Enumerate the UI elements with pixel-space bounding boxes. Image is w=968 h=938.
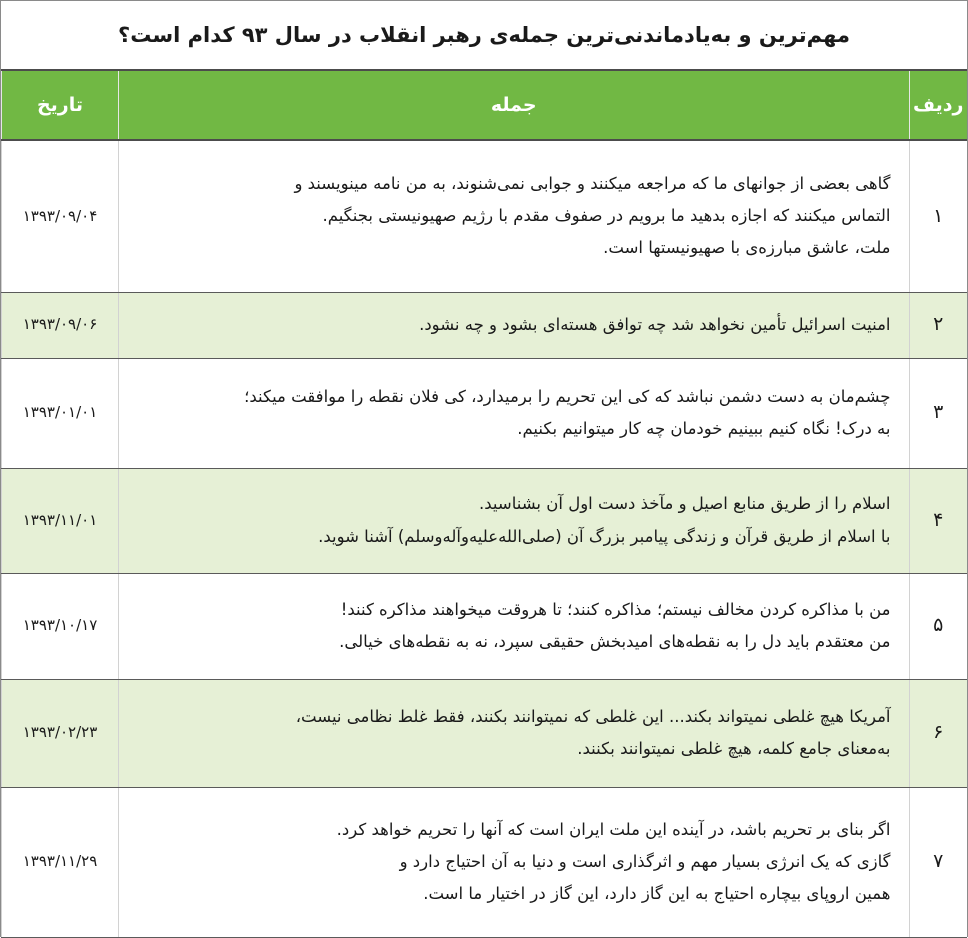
quote-line: من معتقدم باید دل را به نقطه‌های امیدبخش حقیقی سپرد، نه به نقطه‌های خیالی.: [339, 632, 891, 651]
quote-line: آمریکا هیچ غلطی نمیتواند بکند... این غلطی که نمیتوانند بکنند، فقط غلط نظامی نیست،: [295, 706, 891, 726]
quote-line: اگر بنای بر تحریم باشد، در آینده این ملت ایران است که آنها را تحریم خواهد کرد.: [336, 819, 891, 839]
quote-line: ملت، عاشق مبارزه‌ی با صهیونیستها است.: [603, 238, 891, 258]
quote-line: به درک! نگاه کنیم ببینیم خودمان چه کار میتوانیم بکنیم.: [517, 419, 891, 438]
header-date: تاریخ: [2, 71, 119, 140]
table-row: [2, 358, 968, 468]
table-row: [2, 787, 968, 937]
quotes-table: [1, 71, 967, 938]
date-cell: ۱۳۹۳/۰۲/۲۳: [2, 679, 119, 787]
quote-line: اسلام را از طریق منابع اصیل و مآخذ دست اول آن بشناسید.: [479, 494, 891, 514]
date-cell: ۱۳۹۳/۰۱/۰۱: [2, 358, 119, 468]
table-row: [2, 468, 968, 573]
table-row: [2, 679, 968, 787]
page-title: مهم‌ترین و به‌یادماندنی‌ترین جمله‌ی رهبر انقلاب در سال ۹۳ کدام است؟: [1, 1, 967, 71]
quote-line: گاهی بعضی از جوانهای ما که مراجعه میکنند و جوابی نمی‌شنوند، به من نامه مینویسند و: [294, 173, 891, 193]
quote-cell: [119, 292, 910, 358]
quote-line: همین اروپای بیچاره احتیاج به این گاز دارد، این گاز در اختیار ما است.: [423, 884, 891, 904]
header-sentence: جمله: [119, 71, 910, 140]
date-cell: ۱۳۹۳/۱۱/۲۹: [2, 787, 119, 937]
quote-line: چشم‌مان به دست دشمن نباشد که کی این تحریم را برمیدارد، کی فلان نقطه را موافقت میکند؛: [244, 386, 891, 406]
row-number: ۴: [909, 468, 967, 573]
quote-line: گازی که یک انرژی بسیار مهم و اثرگذاری است و دنیا به آن احتیاج دارد و: [399, 851, 891, 871]
quote-line: من با مذاکره کردن مخالف نیستم؛ مذاکره کنند؛ تا هروقت میخواهند مذاکره کنند!: [340, 599, 891, 619]
row-number: ۷: [909, 787, 967, 937]
table-row: [2, 292, 968, 358]
quote-line: امنیت اسرائیل تأمین نخواهد شد چه توافق هسته‌ای بشود و چه نشود.: [419, 314, 891, 334]
quote-line: التماس میکنند که اجازه بدهید ما برویم در صفوف مقدم با رژیم صهیونیستی بجنگیم.: [322, 206, 891, 226]
row-number: ۶: [909, 679, 967, 787]
quote-line: به‌معنای جامع کلمه، هیچ غلطی نمیتوانند بکنند.: [577, 739, 891, 758]
table-row: [2, 140, 968, 292]
quote-cell: [119, 679, 910, 787]
date-cell: ۱۳۹۳/۱۱/۰۱: [2, 468, 119, 573]
date-cell: ۱۳۹۳/۱۰/۱۷: [2, 573, 119, 679]
header-row-number: ردیف: [909, 71, 967, 140]
quote-cell: [119, 358, 910, 468]
row-number: ۲: [909, 292, 967, 358]
date-cell: ۱۳۹۳/۰۹/۰۶: [2, 292, 119, 358]
table-row: [2, 573, 968, 679]
quote-cell: [119, 140, 910, 292]
quote-cell: [119, 573, 910, 679]
row-number: ۳: [909, 358, 967, 468]
quote-line: با اسلام از طریق قرآن و زندگی پیامبر بزرگ آن (صلی‌الله‌علیه‌وآله‌وسلم) آشنا شوید.: [318, 526, 891, 546]
row-number: ۵: [909, 573, 967, 679]
table-header-row: [2, 71, 968, 140]
quote-cell: [119, 787, 910, 937]
quote-cell: [119, 468, 910, 573]
row-number: ۱: [909, 140, 967, 292]
date-cell: ۱۳۹۳/۰۹/۰۴: [2, 140, 119, 292]
